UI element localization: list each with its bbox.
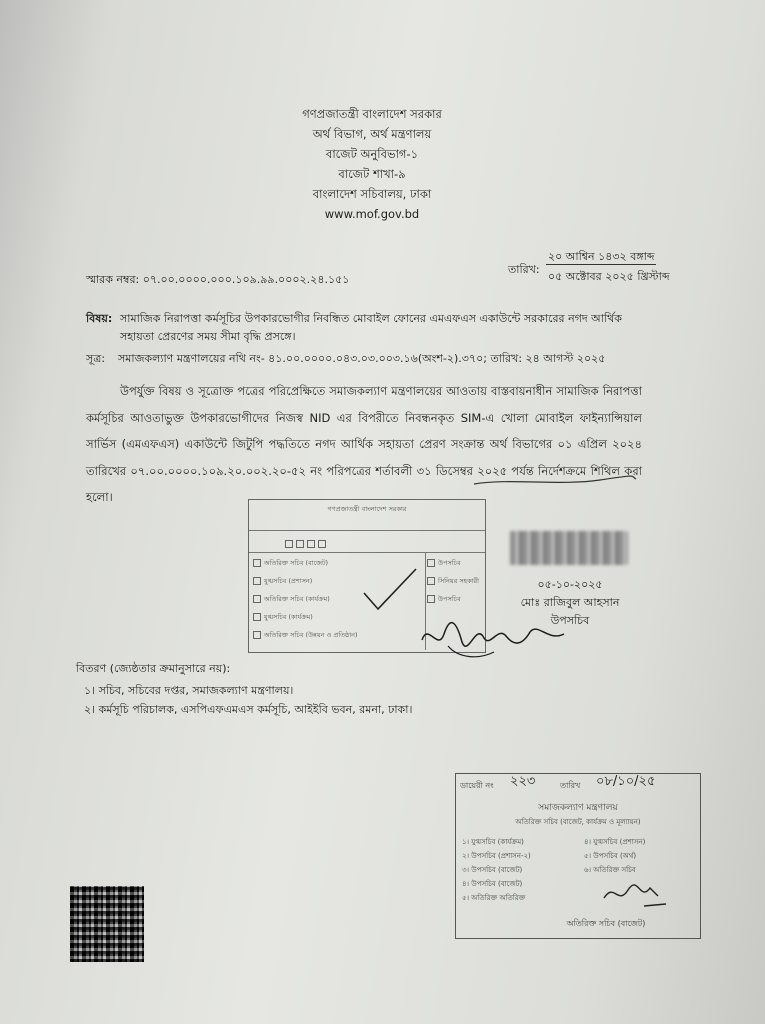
subject-label: বিষয়: [86,312,113,325]
office-item-3: ৩। উপসচিব (বাজেট) [462,866,523,874]
check-mark [360,565,420,615]
signatory-name: মোঃ রাজিবুল আহসান [520,596,620,609]
diary-label: ডায়েরী নং [460,781,494,790]
stamp-date-value: ০৮/১০/২৫ [596,774,656,789]
office-address: বাংলাদেশ সচিবালয়, ঢাকা [312,187,432,201]
website-link[interactable]: www.mof.gov.bd [324,207,420,221]
stamp-office: অতিরিক্ত সচিব (বাজেট, কার্যক্রম ও মূল্যায়ন) [515,818,641,826]
diary-number: ২২৩ [510,774,536,789]
distribution-title: বিতরণ (জ্যেষ্ঠতার ক্রমানুসারে নয়): [76,662,231,675]
distribution-item-2: ২। কর্মসূচি পরিচালক, এসপিএফএমএস কর্মসূচি, আইইবি ভবন, রমনা, ঢাকা। [84,703,413,716]
office-item-right-2: ৫। উপসচিব (অর্থ) [584,852,637,860]
reference-text: সমাজকল্যাণ মন্ত্রণালয়ের নথি নং- ৪১.০০.০০০০.০৪৩.০৩.০০৩.১৬(অংশ-২).৩৭০; তারিখ: ২৪ আগস্ট ২০২৫ [118,352,606,365]
stamp-row-4: যুগ্মসচিব (কার্যক্রম) [264,613,313,621]
wing-name: বাজেট অনুবিভাগ-১ [325,147,419,161]
body-paragraph: উপর্যুক্ত বিষয় ও সূত্রোক্ত পত্রের পরিপ্রেক্ষিতে সমাজকল্যাণ মন্ত্রণালয়ের আওতায় বাস্তবায়নাধীন সামাজিক নিরাপত্তা কর্মসূচির আওতাভুক্ত উপকারভোগীদের নিজস্ব NID এর বিপরীতে নিবন্ধনকৃত SIM-এ খোলা মোবাইল ফাইন্যান্সিয়াল সার্ভিস (এমএফএস) একাউন্টে জিটুপি পদ্ধতিতে নগদ আর্থিক সহায়তা প্রেরণ সংক্রান্ত অর্থ বিভাগের ০১ এপ্রিল ২০২৪ তারিখের ০৭.০০.০০০০.১০৯.২০.০০২.২০-৫২ নং পরিপত্রের শর্তাবলী ৩১ ডিসেম্বর ২০২৫ পর্যন্ত নির্দেশক্রমে শিথিল করা হলো। [86,384,642,504]
branch-name: বাজেট শাখা-৯ [338,167,406,181]
office-item-4: ৪। উপসচিব (বাজেট) [462,880,523,888]
date-label: তারিখ: [508,263,540,276]
office-item-5: ৫। অতিরিক্ত অতিরিক্ত [462,894,526,902]
stamp-right-2: সিনিয়র সহকারী [438,577,479,585]
date-divider [546,264,656,265]
stamp-footer: অতিরিক্ত সচিব (বাজেট) [566,919,646,928]
subject-line-1: সামাজিক নিরাপত্তা কর্মসূচির উপকারভোগীর নিবন্ধিত মোবাইল ফোনের এমএফএস একাউন্টে সরকারের নগদ আর্থিক [120,312,622,325]
stamp-ministry: সমাজকল্যাণ মন্ত্রণালয় [538,803,618,813]
signatory-designation: উপসচিব [550,614,590,627]
stamp-row-1: অতিরিক্ত সচিব (বাজেট) [264,559,329,567]
stamp-right-3: উপসচিব [438,595,461,603]
govt-name: গণপ্রজাতন্ত্রী বাংলাদেশ সরকার [302,107,442,121]
office-item-2: ২। উপসচিব (প্রশাসন-২) [462,852,531,860]
division-name: অর্থ বিভাগ, অর্থ মন্ত্রণালয় [312,127,432,141]
stamp-org: গণপ্রজাতন্ত্রী বাংলাদেশ সরকার [327,505,407,513]
stamp-row-3: অতিরিক্ত সচিব (কার্যক্রম) [264,595,330,603]
stamp-row-5: অতিরিক্ত সচিব (উন্নয়ন ও প্রতিষ্ঠান) [264,631,358,639]
office-item-right-1: ৪। যুগ্মসচিব (প্রশাসন) [584,838,646,846]
stamp-row-2: যুগ্মসচিব (প্রশাসন) [264,577,313,585]
subject-line-2: সহায়তা প্রেরণের সময় সীমা বৃদ্ধি প্রসঙ্গে। [120,330,296,343]
memo-number: স্মারক নম্বর: ০৭.০০.০০০০.০০০.১০৯.৯৯.০০০২.২৪.১৫১ [86,273,350,286]
office-item-right-3: ৬। অতিরিক্ত সচিব [584,866,636,874]
qr-code [70,886,144,962]
distribution-item-1: ১। সচিব, সচিবের দপ্তর, সমাজকল্যাণ মন্ত্রণালয়। [84,684,294,697]
date-bangla: ২০ আশ্বিন ১৪৩২ বঙ্গাব্দ [548,250,655,263]
redacted-signature [510,531,628,565]
pen-underline [470,470,640,490]
signature-date: ০৫-১০-২০২৫ [537,578,603,591]
initials-scribble [600,876,670,912]
reference-label: সূত্র: [86,352,106,365]
stamp-right-1: উপসচিব [438,559,461,567]
stamp-date-label: তারিখ [560,781,581,790]
date-gregorian: ০৫ অক্টোবর ২০২৫ খ্রিস্টাব্দ [548,270,670,283]
office-item-1: ১। যুগ্মসচিব (কার্যক্রম) [462,838,524,846]
office-receipt-stamp [455,773,701,939]
